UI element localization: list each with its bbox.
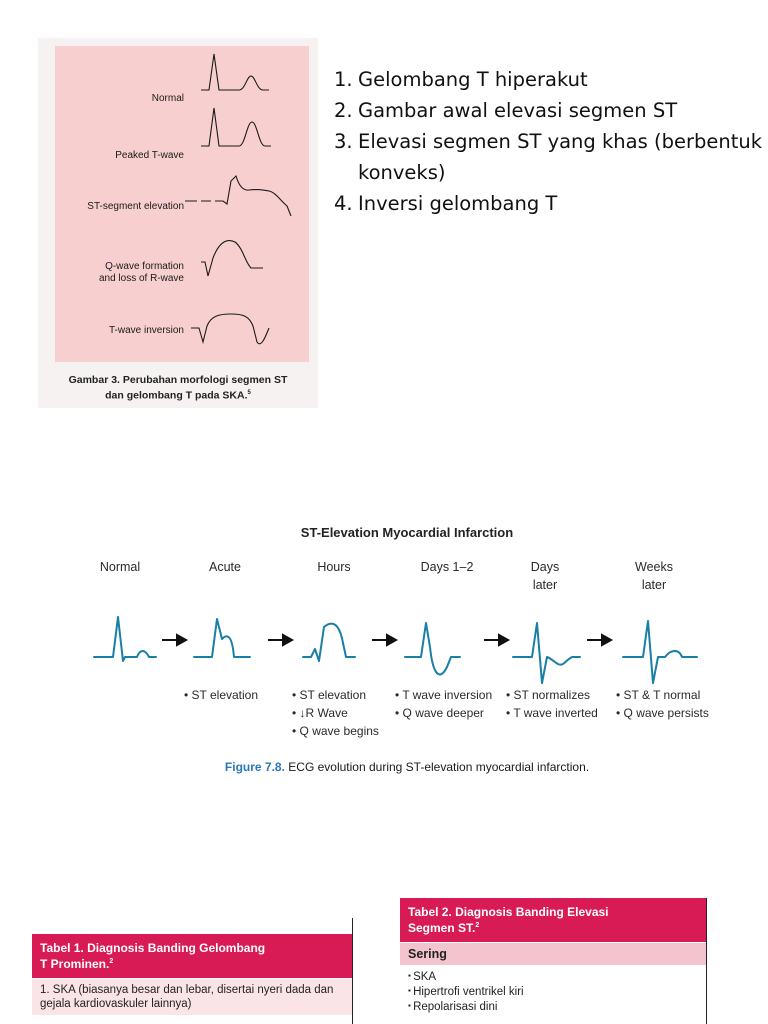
list-item (334, 126, 764, 188)
table-subheading: Sering (400, 942, 706, 965)
list-number: 1. (334, 68, 353, 91)
note-line: • ↓R Wave (292, 706, 348, 720)
ecg-normal-trace (94, 617, 156, 661)
list-number: 3. (334, 130, 353, 153)
ecg-days-later-trace (513, 623, 580, 683)
table-title-line: T Prominen. (40, 957, 110, 971)
figure-3 (38, 38, 318, 408)
note-line: • ST normalizes (506, 688, 591, 702)
label-t-wave-inversion: T-wave inversion (108, 325, 184, 336)
stage-line: Acute (209, 560, 241, 574)
list-item: ▪ SKA (408, 969, 698, 984)
table-title-line: Tabel 2. Diagnosis Banding Elevasi (408, 905, 609, 919)
list-item (334, 64, 764, 95)
label-normal: Normal (151, 93, 184, 104)
notes-days-1-2 (395, 686, 492, 722)
arrow-icon (484, 635, 508, 645)
table-title-superscript: 2 (109, 958, 114, 965)
stage-line: Weeks (635, 560, 673, 574)
list-item: ▪ Hipertrofi ventrikel kiri (408, 984, 698, 999)
table-title-superscript: 2 (475, 922, 480, 929)
table-title-line: Segmen ST. (408, 921, 476, 935)
stage-line: later (532, 578, 558, 592)
table-title-line-wrap (408, 919, 698, 935)
label-loss-of-r-wave: and loss of R-wave (98, 273, 184, 284)
list-item: ▪ Repolarisasi dini (408, 999, 698, 1006)
caption-line-2-wrap (38, 387, 318, 403)
list-text: Inversi gelombang T (358, 192, 558, 215)
list-number: 2. (334, 99, 353, 122)
list-text: Elevasi segmen ST yang khas (berbentuk konveks) (358, 130, 762, 184)
notes-weeks-later (616, 686, 709, 722)
table-2 (400, 898, 707, 1024)
arrow-icon (372, 635, 396, 645)
stage-line: later (641, 578, 667, 592)
ecg-hours-trace (303, 624, 355, 661)
caption-figure-number: Figure 7.8. (224, 760, 285, 774)
ecg-acute-trace (194, 619, 250, 657)
table-title-line-wrap (40, 955, 344, 971)
figure-3-caption (38, 374, 318, 403)
caption-text: ECG evolution during ST-elevation myocardial infarction. (284, 760, 590, 774)
list-number: 4. (334, 192, 353, 215)
stage-line: Days (530, 560, 560, 574)
note-line: • T wave inverted (506, 706, 598, 720)
q-wave-waveform (201, 241, 263, 276)
peaked-t-waveform (201, 108, 271, 146)
stemi-caption (82, 760, 732, 774)
ecg-weeks-later-trace (623, 621, 697, 683)
stemi-title: ST-Elevation Myocardial Infarction (300, 525, 514, 540)
note-line: • ST elevation (184, 688, 259, 702)
table-row: 1. SKA (biasanya besar dan lebar, disertai nyeri dada dan gejala kardiovaskuler lainnya) (32, 978, 352, 1015)
stage-line: Hours (317, 560, 351, 574)
label-st-segment-elevation: ST-segment elevation (87, 201, 184, 212)
t-wave-inversion-waveform (191, 314, 269, 344)
table-1-header (32, 934, 352, 978)
stage-line: Normal (99, 560, 141, 574)
table-1 (32, 918, 353, 1024)
normal-waveform (201, 54, 269, 90)
notes-hours (292, 686, 379, 740)
ecg-days-1-2-trace (405, 623, 460, 675)
label-peaked-t-wave: Peaked T-wave (115, 150, 184, 161)
note-line: • Q wave persists (616, 706, 709, 720)
arrow-icon (268, 635, 292, 645)
arrow-icon (162, 635, 186, 645)
table-list (400, 965, 706, 1013)
stage-line: Days 1–2 (420, 560, 474, 574)
caption-line-2: dan gelombang T pada SKA. (105, 389, 248, 402)
note-line: • T wave inversion (395, 688, 493, 702)
note-line: • ST elevation (292, 688, 367, 702)
note-line: • Q wave begins (292, 724, 379, 738)
table-title-line: Tabel 1. Diagnosis Banding Gelombang (40, 941, 266, 955)
note-line: • ST & T normal (616, 688, 701, 702)
st-elevation-waveform (185, 176, 291, 216)
arrow-icon (587, 635, 611, 645)
waveform-panel (55, 46, 309, 362)
note-line: • Q wave deeper (395, 706, 484, 720)
list-text: Gambar awal elevasi segmen ST (358, 99, 678, 122)
notes-days-later (506, 686, 598, 722)
evolution-steps-list (334, 64, 764, 219)
list-item (334, 95, 764, 126)
list-text: Gelombang T hiperakut (358, 68, 588, 91)
table-2-header (400, 898, 706, 942)
stemi-figure (82, 516, 732, 796)
label-q-wave-formation: Q-wave formation (105, 261, 184, 272)
list-item (334, 188, 764, 219)
caption-superscript: 5 (247, 390, 251, 396)
notes-acute (184, 686, 258, 704)
caption-line-1: Gambar 3. Perubahan morfologi segmen ST (68, 374, 288, 386)
